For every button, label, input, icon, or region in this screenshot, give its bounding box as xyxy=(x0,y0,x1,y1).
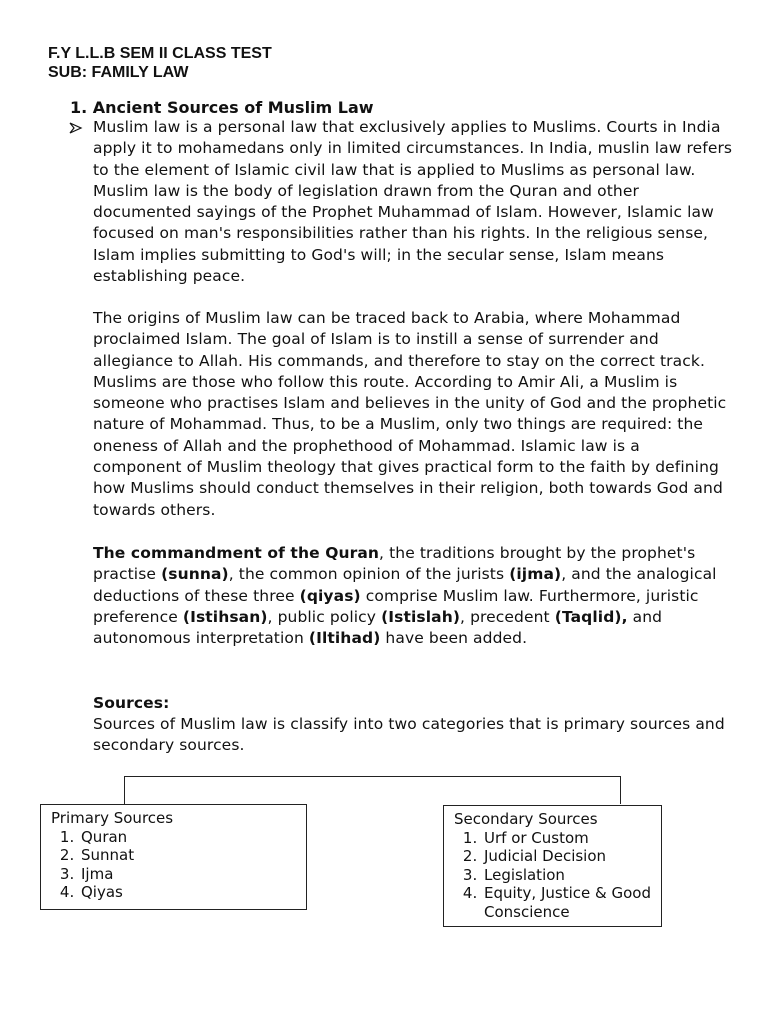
text-run: , the traditions brought by the prophet's practise xyxy=(93,544,696,584)
paragraph-sources-list xyxy=(93,543,733,649)
list-item: 1. Urf or Custom xyxy=(482,829,651,848)
list-item: 2. Sunnat xyxy=(79,846,296,865)
sources-description: Sources of Muslim law is classify into two categories that is primary sources and secondary sources. xyxy=(93,715,725,755)
section-heading: 1. Ancient Sources of Muslim Law xyxy=(70,98,374,117)
list-item: 4. Qiyas xyxy=(79,883,296,902)
paragraph-intro: Muslim law is a personal law that exclusively applies to Muslims. Courts in India apply it to mohamedans only in limited circumstances. In India, muslin law refers to the element of Islamic civil law that is applied to Muslims as personal law. Muslim law is the body of legislation drawn from the Quran and other documented sayings of the Prophet Muhammad of Islam. However, Islamic law focused on man's responsibilities rather than his rights. In the religious sense, Islam implies submitting to God's will; in the secular sense, Islam means establishing peace. xyxy=(93,118,733,286)
list-item: 1. Quran xyxy=(79,828,296,847)
text-run: , public policy xyxy=(267,607,382,626)
primary-sources-box xyxy=(40,804,307,910)
text-run: comprise Muslim law. Furthermore, juristic preference xyxy=(93,586,699,626)
sources-heading: Sources: xyxy=(93,694,170,712)
subject-title: SUB: FAMILY LAW xyxy=(48,64,189,81)
primary-sources-title: Primary Sources xyxy=(51,809,174,827)
text-run: , and the analogical deductions of these three xyxy=(93,565,717,605)
text-run: , precedent xyxy=(460,607,555,626)
secondary-sources-list xyxy=(454,829,651,922)
list-item: 3. Legislation xyxy=(482,866,651,885)
bold-term: (Istislah) xyxy=(381,607,461,626)
connector-horizontal xyxy=(124,776,621,777)
arrow-bullet-icon xyxy=(69,120,83,142)
primary-sources-list xyxy=(51,828,296,902)
bold-term: (ijma) xyxy=(509,565,562,584)
list-item: 4. Equity, Justice & Good Conscience xyxy=(482,884,651,921)
text-run: and autonomous interpretation xyxy=(93,607,663,648)
paragraph-origins: The origins of Muslim law can be traced back to Arabia, where Mohammad proclaimed Islam. The goal of Islam is to instill a sense of surrender and allegiance to Allah. His commands, and therefore to stay on the correct track. Muslims are those who follow this route. According to Amir Ali, a Muslim is someone who practises Islam and believes in the unity of God and the prophetic nature of Mohammad. Thus, to be a Muslim, only two things are required: the oneness of Allah and the prophethood of Mohammad. Islamic law is a component of Muslim theology that gives practical form to the faith by defining how Muslims should conduct themselves in their religion, both towards God and towards others. xyxy=(93,309,727,519)
bold-term: (sunna) xyxy=(161,565,229,584)
bold-term: The commandment of the Quran xyxy=(93,544,380,562)
text-run: have been added. xyxy=(380,629,528,648)
list-item: 3. Ijma xyxy=(79,865,296,884)
test-title: F.Y L.L.B SEM II CLASS TEST xyxy=(48,45,272,62)
bold-term: (Iltihad) xyxy=(308,629,381,648)
list-item: 2. Judicial Decision xyxy=(482,847,651,866)
secondary-sources-box xyxy=(443,805,662,927)
bold-term: (Taqlid), xyxy=(554,607,628,626)
secondary-sources-title: Secondary Sources xyxy=(454,810,598,828)
connector-left xyxy=(124,776,125,804)
bold-term: (qiyas) xyxy=(299,586,361,605)
connector-right xyxy=(620,776,621,804)
bold-term: (Istihsan) xyxy=(182,607,268,626)
text-run: , the common opinion of the jurists xyxy=(228,565,510,584)
